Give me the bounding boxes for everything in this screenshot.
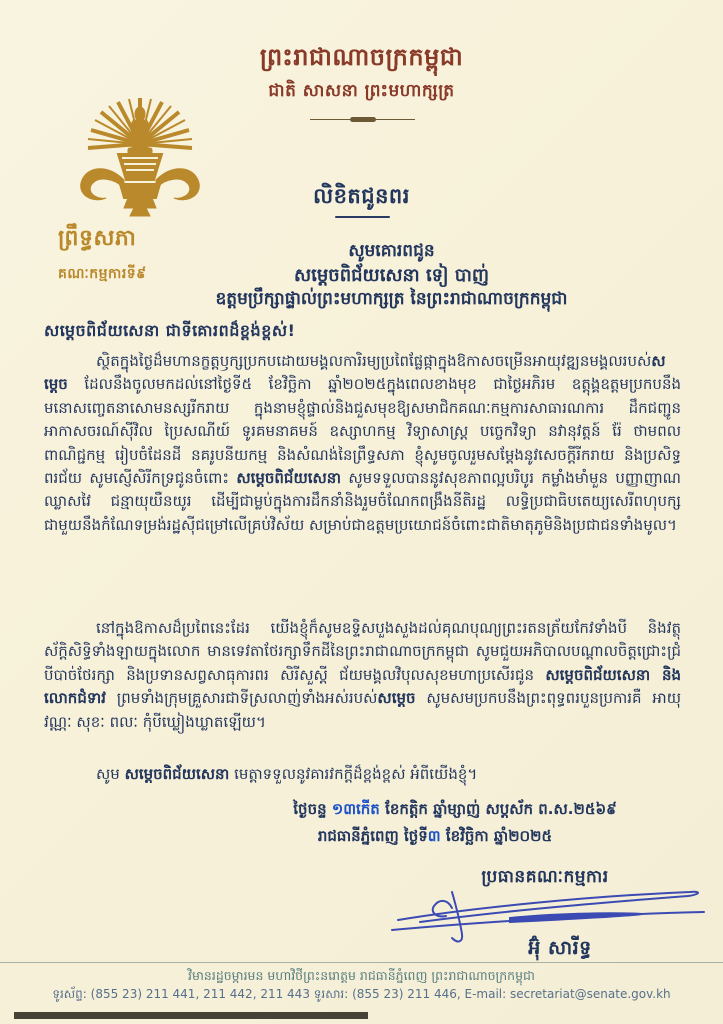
body-paragraph-1: ស្ថិតក្នុងថ្ងៃដ៏មហានក្ខត្តឫក្សប្រកបដោយមង្គលការិរម្យប្រពៃផ្លែផ្កាក្នុងឱកាសចម្រើនអាយុវឌ្ឍនមង្គលរបស់សម្តេច ដែលនឹងចូលមកដល់នៅថ្ងៃទី៥ ខែវិច្ឆិកា ឆ្នាំ២០២៥ក្នុងពេលខាងមុខ ជាថ្ងៃអភិរម ឧត្តុង្គឧត្តមប្រកបនឹងមនោសញ្ចេតនាសោមនស្សរីករាយ ក្នុងនាមខ្ញុំផ្ទាល់និងជួសមុខឱ្យសមាជិកគណៈកម្មការសាធារណការ ដឹកជញ្ជូន អាកាសចរណ៍ស៊ីវិល ប្រៃសណីយ៍ ទូរគមនាគមន៍ ឧស្សាហកម្ម វិទ្យាសាស្ត្រ បច្ចេកវិទ្យា នវានុវត្តន៍ រ៉ែ ថាមពល ពាណិជ្ជកម្ម រៀបចំដែនដី នគរូបនីយកម្ម និងសំណង់នៃព្រឹទ្ធសភា ខ្ញុំសូមចូលរួមសម្តែងនូវសេចក្តីរីករាយ និងប្រសិទ្ធពរជ័យ សូមស្ញើសិរីកទ្រជូនចំពោះ សម្តេចពិជ័យសេនា សូមទទួលបាននូវសុខភាពល្អបរិបូរ កម្លាំងមាំមួន បញ្ញាញាណឈ្លាសវៃ ជន្មាយុយឺនយូរ ដើម្បីជាម្លប់ក្នុងការដឹកនាំនិងរួមចំណែកពង្រឹងនីតិរដ្ឋ លទ្ធិប្រជាធិបតេយ្យសេរីពហុបក្សជាមួយនឹងកំណែទម្រង់រដ្ឋស៊ីជម្រៅលើគ្រប់វិស័យ សម្រាប់ជាឧត្តមប្រយោជន៍ចំពោះជាតិមាតុភូមិនិងប្រជាជនទាំងមូល។	[44, 352, 681, 534]
letter-title: លិខិតជូនពរ	[313, 184, 410, 208]
footer-contacts: ទូរស័ព្ទ: (855 23) 211 441, 211 442, 211 443 ទូរសារ: (855 23) 211 446, E-mail: secretariat@senate.gov.kh	[52, 987, 671, 1001]
signer-title: ប្រធានគណៈកម្មការ	[481, 867, 609, 887]
signer-name: អ៊ុំ សារីទ្ធ	[528, 937, 592, 959]
footer-separator-line	[0, 962, 723, 963]
date-line-lunar: ថ្ងៃចន្ទ ១៣កើត ខែកត្តិក ឆ្នាំម្សាញ់ សប្តស័ក ព.ស.២៥៦៩	[293, 800, 617, 818]
header-national-motto: ជាតិ សាសនា ព្រះមហាក្សត្រ	[268, 81, 455, 101]
body-paragraph-2: នៅក្នុងឱកាសដ៏ប្រពៃនេះដែរ យើងខ្ញុំក៏សូមឧទ្ទិសបួងសួងដល់គុណបុណ្យព្រះរតនត្រ័យកែវទាំងបី និងវត្ថុស័ក្តិសិទ្ធិទាំងឡាយក្នុងលោក មានទេវតាថែរក្សាទឹកដីនៃព្រះរាជាណាចក្រកម្ពុជា សូមជួយអភិបាលបណ្តាលចិត្តជ្រោះជ្រំបីបាច់ថែរក្សា និងប្រទានសព្វសាធុការពរ សិរីសួស្តី ជ័យមង្គលវិបុលសុខមហាប្រសើរជូន សម្តេចពិជ័យសេនា និងលោកជំទាវ ព្រមទាំងក្រុមគ្រួសារជាទីស្រលាញ់ទាំងអស់របស់សម្តេច សូមសមប្រកបនឹងព្រះពុទ្ធពរបួនប្រការគឺ អាយុ វណ្ណៈ សុខៈ ពលៈ កុំបីឃ្លៀងឃ្លាតឡើយ។	[44, 619, 681, 731]
salutation-line: សម្តេចពិជ័យសេនា ជាទីគោរពដ៏ខ្ពង់ខ្ពស់!	[44, 321, 296, 340]
greeting-line-2: សម្តេចពិជ័យសេនា ទៀ បាញ់	[294, 265, 489, 286]
emblem-org-label: ព្រឹទ្ធសភា	[58, 226, 137, 251]
footer-address: វិមានរដ្ឋចម្ការមន មហាវិថីព្រះនរោត្តម រាជធានីភ្នំពេញ ព្រះរាជាណាចក្រកម្ពុជា	[188, 968, 535, 983]
header-ornament-divider	[310, 119, 415, 120]
closing-line: សូម សម្តេចពិជ័យសេនា មេត្តាទទួលនូវគារវកក្តីដ៏ខ្ពង់ខ្ពស់ អំពីយើងខ្ញុំ។	[96, 765, 478, 783]
emblem-commission-label: គណៈកម្មការទី៩	[58, 266, 147, 282]
scan-edge-bar	[14, 1012, 368, 1019]
header-kingdom-title: ព្រះរាជាណាចក្រកម្ពុជា	[259, 43, 464, 71]
date-line-gregorian: រាជធានីភ្នំពេញ ថ្ងៃទី៣ ខែវិច្ឆិកា ឆ្នាំ២០២៥	[317, 827, 553, 845]
greeting-line-1: សូមគោរពជូន	[348, 241, 435, 261]
letter-title-underline	[335, 216, 390, 218]
greeting-line-3: ឧត្តមប្រឹក្សាផ្ទាល់ព្រះមហាក្សត្រ នៃព្រះរាជាណាចក្រកម្ពុជា	[215, 289, 568, 309]
